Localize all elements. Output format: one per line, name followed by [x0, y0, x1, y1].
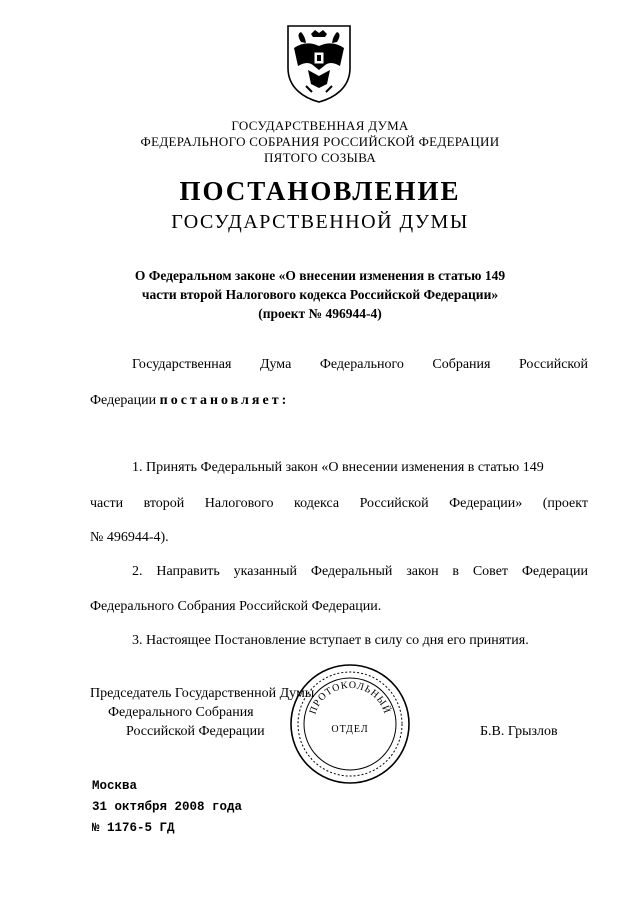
subject-line-3: (проект № 496944-4) [258, 306, 382, 321]
stamp-ring-text: ПРОТОКОЛЬНЫЙ [307, 679, 393, 716]
item-1-line-2: части второй Налогового кодекса Российской Федерации» (проект [90, 496, 588, 511]
resolves-spaced-word: постановляет: [159, 393, 290, 408]
preamble-line-2 [90, 393, 588, 409]
signatory-title-line-1: Председатель Государственной Думы [90, 686, 315, 701]
preamble-line-1: Государственная Дума Федерального Собрания Российской [132, 357, 588, 372]
item-1-line-3: № 496944-4). [90, 530, 169, 545]
signatory-name: Б.В. Грызлов [480, 724, 558, 739]
signatory-title-line-2: Федерального Собрания [108, 705, 254, 720]
subject-line-1: О Федеральном законе «О внесении изменения в статью 149 [134, 268, 506, 283]
signatory-title-line-3: Российской Федерации [126, 724, 265, 739]
header-line-3: ПЯТОГО СОЗЫВА [263, 150, 377, 165]
footer-date: 31 октября 2008 года [92, 800, 243, 814]
footer-city: Москва [92, 779, 138, 793]
document-subtitle: ГОСУДАРСТВЕННОЙ ДУМЫ [171, 211, 469, 233]
footer-number: № 1176-5 ГД [92, 821, 175, 835]
item-2-line-2: Федерального Собрания Российской Федерации. [90, 599, 382, 614]
header-line-2: ФЕДЕРАЛЬНОГО СОБРАНИЯ РОССИЙСКОЙ ФЕДЕРАЦИИ [140, 134, 500, 149]
protocol-department-stamp [288, 662, 412, 786]
stamp-center-text: ОТДЕЛ [331, 724, 369, 735]
item-3-line-1: 3. Настоящее Постановление вступает в силу со дня его принятия. [132, 633, 529, 648]
preamble-federation-word: Федерации [90, 393, 157, 408]
subject-line-2: части второй Налогового кодекса Российской Федерации» [141, 287, 499, 302]
header-line-1: ГОСУДАРСТВЕННАЯ ДУМА [231, 118, 409, 133]
item-1-line-1: 1. Принять Федеральный закон «О внесении изменения в статью 149 [132, 460, 544, 475]
item-2-line-1: 2. Направить указанный Федеральный закон в Совет Федерации [132, 564, 588, 579]
document-title: ПОСТАНОВЛЕНИЕ [179, 176, 461, 206]
double-headed-eagle-emblem-icon [284, 22, 354, 104]
